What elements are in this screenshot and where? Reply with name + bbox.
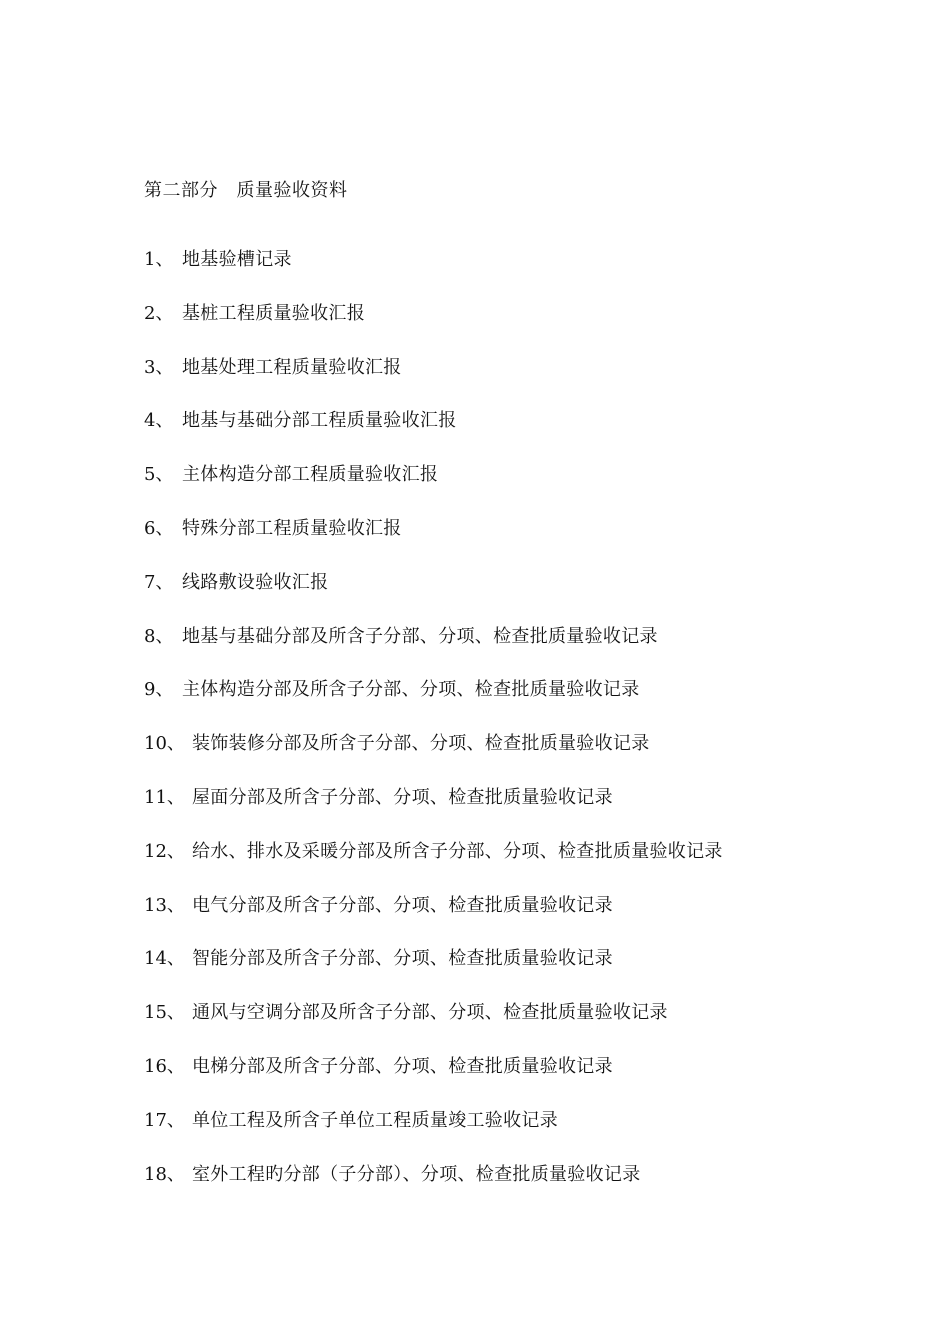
- item-number: 9、: [144, 679, 174, 701]
- list-item: [144, 462, 723, 516]
- item-text: 地基处理工程质量验收汇报: [182, 356, 402, 378]
- list-item: [144, 355, 723, 409]
- item-number: 3、: [144, 356, 174, 378]
- item-text: 地基与基础分部及所含子分部、分项、检查批质量验收记录: [182, 625, 658, 647]
- list-item: [144, 1108, 723, 1162]
- list-item: [144, 785, 723, 839]
- item-number: 16、: [144, 1055, 185, 1077]
- item-text: 智能分部及所含子分部、分项、检查批质量验收记录: [192, 948, 613, 970]
- list-item: [144, 516, 723, 570]
- item-number: 18、: [144, 1163, 185, 1185]
- list-item: [144, 1162, 723, 1216]
- list-item: [144, 247, 723, 301]
- list-item: [144, 946, 723, 1000]
- item-number: 15、: [144, 1002, 185, 1024]
- item-text: 线路敷设验收汇报: [182, 571, 329, 593]
- item-number: 6、: [144, 517, 174, 539]
- item-text: 基桩工程质量验收汇报: [182, 302, 365, 324]
- item-number: 1、: [144, 249, 174, 270]
- item-number: 11、: [144, 786, 185, 808]
- item-text: 电气分部及所含子分部、分项、检查批质量验收记录: [192, 894, 613, 916]
- item-number: 4、: [144, 410, 174, 432]
- item-text: 特殊分部工程质量验收汇报: [182, 517, 402, 539]
- list-item: [144, 1054, 723, 1108]
- item-number: 17、: [144, 1109, 185, 1131]
- item-number: 2、: [144, 302, 174, 324]
- item-text: 地基与基础分部工程质量验收汇报: [182, 410, 457, 432]
- item-number: 5、: [144, 464, 174, 486]
- item-text: 屋面分部及所含子分部、分项、检查批质量验收记录: [192, 786, 613, 808]
- item-text: 室外工程旳分部（子分部）、分项、检查批质量验收记录: [192, 1163, 641, 1185]
- item-text: 通风与空调分部及所含子分部、分项、检查批质量验收记录: [192, 1002, 668, 1024]
- item-number: 8、: [144, 625, 174, 647]
- item-number: 7、: [144, 571, 174, 593]
- list-item: [144, 839, 723, 893]
- item-text: 地基验槽记录: [182, 249, 292, 270]
- list-item: [144, 893, 723, 947]
- item-text: 装饰装修分部及所含子分部、分项、检查批质量验收记录: [192, 733, 650, 755]
- item-text: 主体构造分部工程质量验收汇报: [182, 464, 439, 486]
- section-title: 第二部分 质量验收资料: [144, 180, 348, 201]
- list-item: [144, 731, 723, 785]
- list-item: [144, 301, 723, 355]
- item-text: 主体构造分部及所含子分部、分项、检查批质量验收记录: [182, 679, 640, 701]
- contents-list: [144, 247, 723, 1215]
- list-item: [144, 408, 723, 462]
- item-number: 14、: [144, 948, 185, 970]
- item-number: 12、: [144, 840, 185, 862]
- item-number: 10、: [144, 733, 185, 755]
- item-number: 13、: [144, 894, 185, 916]
- list-item: [144, 570, 723, 624]
- item-text: 单位工程及所含子单位工程质量竣工验收记录: [192, 1109, 558, 1131]
- list-item: [144, 1000, 723, 1054]
- item-text: 给水、排水及采暖分部及所含子分部、分项、检查批质量验收记录: [192, 840, 723, 862]
- item-text: 电梯分部及所含子分部、分项、检查批质量验收记录: [192, 1055, 613, 1077]
- list-item: [144, 624, 723, 678]
- list-item: [144, 677, 723, 731]
